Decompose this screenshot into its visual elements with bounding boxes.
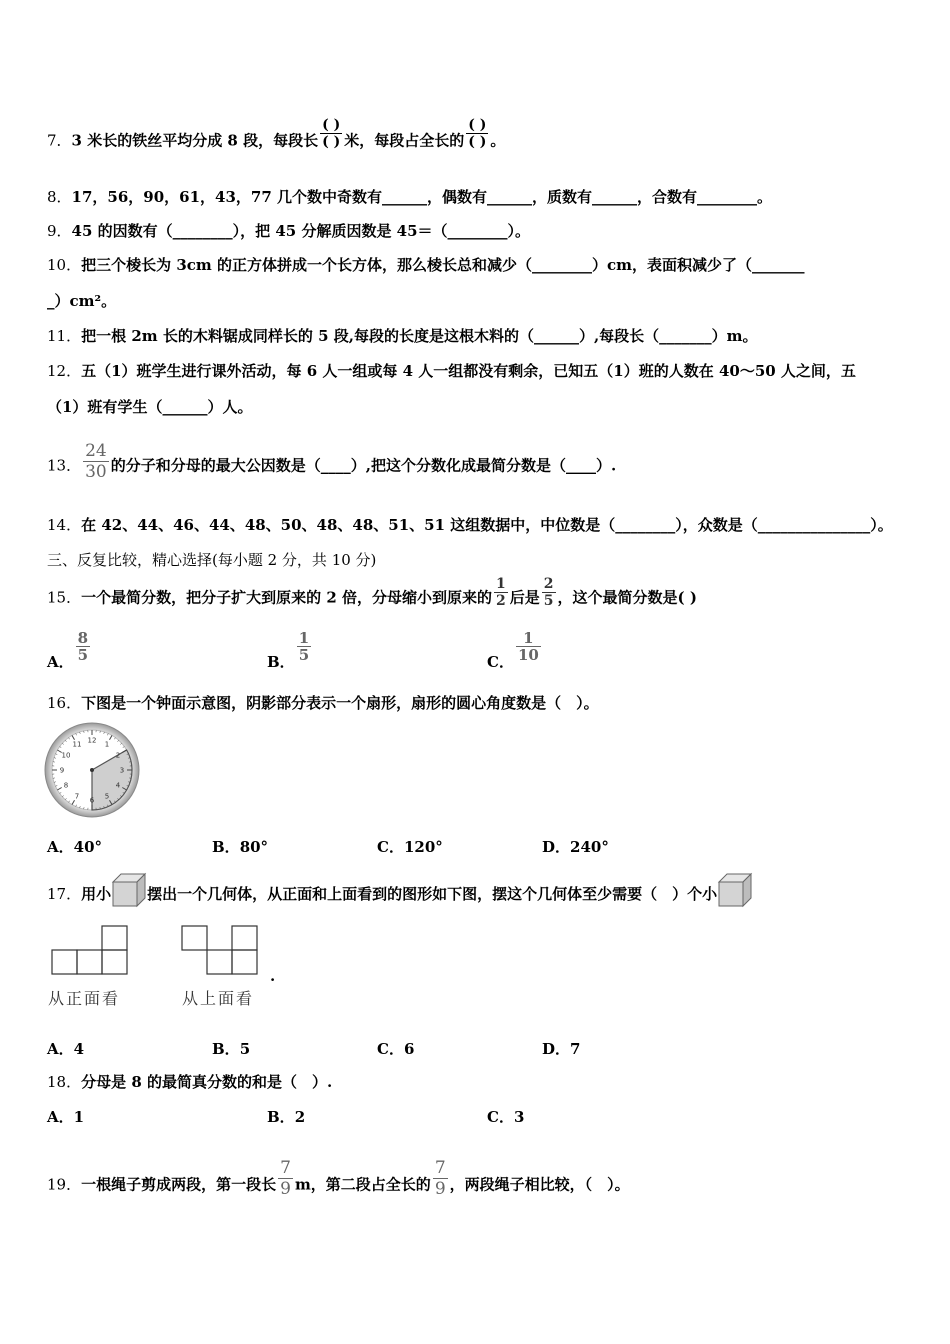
- question-text: 的分子和分母的最大公因数是（____）,把这个分数化成最简分数是（____）.: [110, 456, 617, 475]
- clock-number: 8: [63, 781, 69, 790]
- question-text: 下图是一个钟面示意图，阴影部分表示一个扇形，扇形的圆心角度数是（ ）。: [81, 694, 599, 712]
- clock-number: 11: [72, 740, 82, 749]
- cube-icon: [717, 872, 753, 908]
- question-12-cont: [47, 397, 252, 417]
- question-text: 把三个棱长为 3cm 的正方体拼成一个长方体，那么棱长总和减少（________）cm，表面积减少了（_______: [81, 256, 805, 274]
- question-number: 19．: [47, 1175, 82, 1194]
- question-number: 11．: [47, 327, 82, 345]
- front-view-diagram: [51, 924, 129, 976]
- question-12: [47, 361, 856, 381]
- question-number: 16．: [47, 694, 82, 712]
- question-text: 在 42、44、46、44、48、50、48、48、51、51 这组数据中，中位数是（________），众数是（_______________）。: [81, 516, 893, 534]
- clock-number: 5: [104, 792, 110, 801]
- question-text: 五（1）班学生进行课外活动，每 6 人一组或每 4 人一组都没有剩余，已知五（1）班的人数在 40～50 人之间，五: [81, 362, 856, 380]
- question-text: 45 的因数有（________），把 45 分解质因数是 45＝（________）。: [71, 222, 531, 240]
- question-text: 米，每段占全长的: [344, 131, 465, 150]
- fraction: $\frac{1}{5}$: [298, 629, 310, 664]
- clock-diagram: [44, 722, 140, 818]
- question-9: [47, 221, 530, 241]
- fraction: $\frac{7}{9}$: [280, 1158, 291, 1199]
- question-text: 一根绳子剪成两段，第一段长: [81, 1175, 277, 1194]
- question-text: 一个最简分数，把分子扩大到原来的 2 倍，分母缩小到原来的: [81, 588, 492, 607]
- question-text: 3 米长的铁丝平均分成 8 段，每段长: [71, 131, 319, 150]
- clock-number: 6: [89, 796, 95, 805]
- fraction: $\frac{1}{10}$: [517, 629, 539, 664]
- question-10: [47, 255, 805, 275]
- fraction: $\frac{1}{2}$: [495, 576, 506, 609]
- top-view-caption: 从上面看: [182, 989, 255, 1008]
- question-number: 7．: [47, 131, 72, 150]
- fraction: $\frac{7}{9}$: [434, 1158, 446, 1199]
- clock-center: [90, 768, 94, 772]
- clock-number: 10: [61, 751, 71, 760]
- blank-fraction: $\frac{( )}{( )}$: [468, 117, 487, 150]
- question-number: 12．: [47, 362, 82, 380]
- period-mark: .: [270, 967, 276, 985]
- option-a[interactable]: A．4: [47, 1040, 85, 1058]
- question-17: [47, 882, 753, 908]
- option-b[interactable]: B．5: [212, 1040, 251, 1058]
- question-number: 18．: [47, 1073, 82, 1091]
- option-d[interactable]: D．7: [542, 1040, 581, 1058]
- option-b[interactable]: B．2: [267, 1108, 306, 1126]
- question-19: 19．一根绳子剪成两段，第一段长 $\frac{7}{9}$ m，第二段占全长的 $\frac{7}{9}$ ，两段绳子相比较，（ ）。: [47, 1158, 630, 1199]
- clock-number: 7: [74, 792, 80, 801]
- cube-icon: [111, 872, 147, 908]
- question-10-cont: [47, 291, 116, 311]
- fraction: $\frac{2}{5}$: [543, 576, 554, 609]
- front-view-caption: 从正面看: [48, 989, 121, 1008]
- clock-number: 1: [104, 740, 110, 749]
- question-text: 摆出一个几何体，从正面和上面看到的图形如下图，摆这个几何体至少需要（ ）个小: [147, 885, 718, 903]
- option-c[interactable]: C．3: [487, 1108, 525, 1126]
- question-16: [47, 693, 599, 713]
- question-number: 14．: [47, 516, 82, 534]
- clock-number: 3: [119, 766, 125, 775]
- question-text: 用小: [81, 885, 112, 903]
- blank-fraction: $\frac{( )}{( )}$: [322, 117, 341, 150]
- clock-number: 12: [87, 736, 97, 745]
- question-number: 13．: [47, 456, 82, 475]
- section-heading: 三、反复比较，精心选择(每小题 2 分，共 10 分): [47, 551, 377, 569]
- option-c[interactable]: C． $\frac{1}{10}$: [487, 629, 539, 671]
- clock-number: 4: [115, 781, 121, 790]
- question-text: _）cm²。: [47, 292, 117, 310]
- question-number: 8．: [47, 188, 72, 206]
- question-15: 15．一个最简分数，把分子扩大到原来的 2 倍，分母缩小到原来的 $\frac{1}{2}$ 后是 $\frac{2}{5}$ ，这个最简分数是( ): [47, 576, 697, 609]
- option-b[interactable]: B．80°: [212, 838, 269, 856]
- question-14: [47, 515, 893, 535]
- question-18: [47, 1072, 332, 1092]
- question-number: 15．: [47, 588, 82, 607]
- clock-number: 2: [115, 751, 121, 760]
- question-text: 分母是 8 的最简真分数的和是（ ）.: [81, 1073, 333, 1091]
- question-number: 9．: [47, 222, 72, 240]
- question-number: 17．: [47, 885, 82, 903]
- question-11: [47, 326, 758, 346]
- question-text: 把一根 2m 长的木料锯成同样长的 5 段,每段的长度是这根木料的（______）,每段长（_______）m。: [81, 327, 758, 345]
- question-number: 10．: [47, 256, 82, 274]
- option-c[interactable]: C．120°: [377, 838, 443, 856]
- top-view-diagram: [181, 924, 259, 976]
- option-a[interactable]: A． $\frac{8}{5}$: [47, 629, 89, 671]
- question-7: 7．3 米长的铁丝平均分成 8 段，每段长 $\frac{( )}{( )}$ 米，每段占全长的 $\frac{( )}{( )}$ 。: [47, 117, 506, 150]
- question-text: 17，56，90，61，43，77 几个数中奇数有______，偶数有______，质数有______，合数有________。: [71, 188, 773, 206]
- fraction: $\frac{24}{30}$: [85, 441, 107, 482]
- question-text: （1）班有学生（______）人。: [47, 398, 253, 416]
- question-13: [47, 441, 617, 487]
- option-a[interactable]: A．1: [47, 1108, 85, 1126]
- option-d[interactable]: D．240°: [542, 838, 609, 856]
- fraction: $\frac{8}{5}$: [77, 629, 89, 664]
- option-c[interactable]: C．6: [377, 1040, 415, 1058]
- option-b[interactable]: B． $\frac{1}{5}$: [267, 629, 310, 671]
- question-8: [47, 187, 772, 207]
- clock-number: 9: [59, 766, 65, 775]
- option-a[interactable]: A．40°: [47, 838, 103, 856]
